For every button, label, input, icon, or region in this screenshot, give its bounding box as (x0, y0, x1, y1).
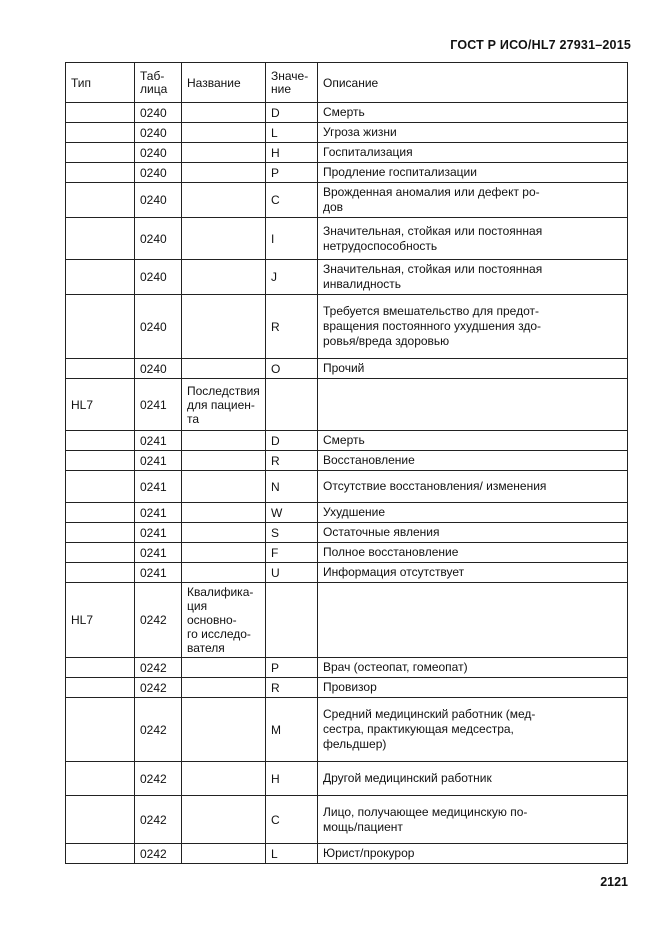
cell-name (182, 103, 266, 123)
cell-table: 0242 (135, 762, 182, 796)
cell-table: 0241 (135, 543, 182, 563)
cell-description: Значительная, стойкая или постоянная нетрудоспособность (318, 218, 628, 260)
table-row (66, 103, 628, 123)
cell-value: L (266, 123, 318, 143)
cell-name (182, 698, 266, 762)
cell-description: Восстановление (318, 451, 628, 471)
cell-name (182, 295, 266, 359)
cell-table: 0242 (135, 583, 182, 658)
cell-table: 0241 (135, 471, 182, 503)
cell-table: 0242 (135, 678, 182, 698)
cell-table: 0240 (135, 143, 182, 163)
table-body (66, 103, 628, 864)
cell-value: W (266, 503, 318, 523)
table-row (66, 260, 628, 295)
cell-name (182, 431, 266, 451)
cell-type (66, 563, 135, 583)
cell-table: 0240 (135, 183, 182, 218)
cell-description: Продление госпитализации (318, 163, 628, 183)
cell-table: 0240 (135, 163, 182, 183)
cell-type (66, 503, 135, 523)
table-row (66, 471, 628, 503)
table-row (66, 163, 628, 183)
cell-value: C (266, 796, 318, 844)
cell-value: F (266, 543, 318, 563)
cell-description: Средний медицинский работник (мед- сестра, практикующая медсестра, фельдшер) (318, 698, 628, 762)
document-header: ГОСТ Р ИСО/HL7 27931–2015 (450, 38, 631, 52)
cell-description: Значительная, стойкая или постоянная инвалидность (318, 260, 628, 295)
cell-description: Лицо, получающее медицинскую по- мощь/пациент (318, 796, 628, 844)
page-number: 2121 (600, 875, 628, 889)
cell-value: J (266, 260, 318, 295)
cell-description: Другой медицинский работник (318, 762, 628, 796)
cell-value: U (266, 563, 318, 583)
table-row (66, 796, 628, 844)
column-header-type: Тип (66, 63, 135, 103)
cell-value: I (266, 218, 318, 260)
table-row (66, 359, 628, 379)
table-row (66, 451, 628, 471)
table-row (66, 658, 628, 678)
cell-name (182, 143, 266, 163)
cell-table: 0241 (135, 563, 182, 583)
cell-type (66, 698, 135, 762)
cell-type (66, 451, 135, 471)
cell-description: Ухудшение (318, 503, 628, 523)
cell-table: 0242 (135, 658, 182, 678)
table-row (66, 563, 628, 583)
cell-table: 0241 (135, 379, 182, 431)
cell-name (182, 471, 266, 503)
table-row (66, 698, 628, 762)
cell-table: 0240 (135, 260, 182, 295)
cell-value: L (266, 844, 318, 864)
cell-type (66, 183, 135, 218)
cell-type (66, 359, 135, 379)
cell-value: O (266, 359, 318, 379)
table-row (66, 218, 628, 260)
cell-type (66, 123, 135, 143)
cell-description: Прочий (318, 359, 628, 379)
cell-name (182, 844, 266, 864)
cell-type: HL7 (66, 583, 135, 658)
cell-description: Информация отсутствует (318, 563, 628, 583)
cell-description: Врач (остеопат, гомеопат) (318, 658, 628, 678)
cell-type (66, 658, 135, 678)
cell-name (182, 678, 266, 698)
cell-value (266, 379, 318, 431)
cell-type (66, 471, 135, 503)
cell-type (66, 218, 135, 260)
cell-description: Юрист/прокурор (318, 844, 628, 864)
cell-description: Госпитализация (318, 143, 628, 163)
table-row (66, 379, 628, 431)
cell-name (182, 451, 266, 471)
table-row (66, 143, 628, 163)
table-row (66, 183, 628, 218)
cell-table: 0241 (135, 451, 182, 471)
cell-value: R (266, 678, 318, 698)
cell-name (182, 563, 266, 583)
cell-name (182, 796, 266, 844)
cell-name (182, 359, 266, 379)
cell-type (66, 678, 135, 698)
cell-table: 0242 (135, 796, 182, 844)
cell-value (266, 583, 318, 658)
cell-value: P (266, 163, 318, 183)
cell-value: N (266, 471, 318, 503)
cell-type (66, 260, 135, 295)
cell-table: 0240 (135, 103, 182, 123)
cell-description: Отсутствие восстановления/ изменения (318, 471, 628, 503)
cell-value: P (266, 658, 318, 678)
cell-description: Провизор (318, 678, 628, 698)
cell-value: C (266, 183, 318, 218)
column-header-name: Название (182, 63, 266, 103)
cell-description: Угроза жизни (318, 123, 628, 143)
column-header-table: Таб- лица (135, 63, 182, 103)
table-row (66, 762, 628, 796)
table-row (66, 123, 628, 143)
cell-table: 0242 (135, 698, 182, 762)
table-header-row (66, 63, 628, 103)
cell-name (182, 163, 266, 183)
cell-description (318, 583, 628, 658)
cell-name (182, 123, 266, 143)
cell-type (66, 143, 135, 163)
cell-value: M (266, 698, 318, 762)
cell-value: H (266, 762, 318, 796)
cell-value: D (266, 103, 318, 123)
cell-table: 0240 (135, 359, 182, 379)
cell-type (66, 762, 135, 796)
cell-name (182, 523, 266, 543)
cell-name (182, 503, 266, 523)
cell-table: 0241 (135, 523, 182, 543)
cell-type: HL7 (66, 379, 135, 431)
cell-name (182, 658, 266, 678)
cell-type (66, 163, 135, 183)
cell-table: 0240 (135, 218, 182, 260)
cell-description (318, 379, 628, 431)
cell-description: Врожденная аномалия или дефект ро- дов (318, 183, 628, 218)
cell-type (66, 844, 135, 864)
table-row (66, 583, 628, 658)
cell-table: 0240 (135, 295, 182, 359)
cell-name (182, 218, 266, 260)
table-row (66, 844, 628, 864)
cell-name: Квалифика- ция основно- го исследо- вателя (182, 583, 266, 658)
cell-name (182, 543, 266, 563)
cell-table: 0242 (135, 844, 182, 864)
cell-value: R (266, 451, 318, 471)
cell-table: 0240 (135, 123, 182, 143)
cell-name: Последствия для пациен- та (182, 379, 266, 431)
cell-table: 0241 (135, 503, 182, 523)
cell-name (182, 260, 266, 295)
cell-description: Полное восстановление (318, 543, 628, 563)
table-row (66, 431, 628, 451)
table-row (66, 295, 628, 359)
cell-description: Остаточные явления (318, 523, 628, 543)
table-row (66, 523, 628, 543)
cell-value: R (266, 295, 318, 359)
cell-type (66, 796, 135, 844)
cell-value: H (266, 143, 318, 163)
column-header-description: Описание (318, 63, 628, 103)
code-table (65, 62, 628, 864)
cell-type (66, 295, 135, 359)
cell-description: Смерть (318, 103, 628, 123)
cell-name (182, 762, 266, 796)
cell-value: S (266, 523, 318, 543)
table-row (66, 503, 628, 523)
column-header-value: Значе- ние (266, 63, 318, 103)
table-row (66, 678, 628, 698)
cell-table: 0241 (135, 431, 182, 451)
cell-type (66, 103, 135, 123)
cell-name (182, 183, 266, 218)
cell-type (66, 543, 135, 563)
cell-value: D (266, 431, 318, 451)
cell-type (66, 431, 135, 451)
table-row (66, 543, 628, 563)
cell-description: Смерть (318, 431, 628, 451)
cell-type (66, 523, 135, 543)
cell-description: Требуется вмешательство для предот- вращения постоянного ухудшения здо- ровья/вреда здоровью (318, 295, 628, 359)
